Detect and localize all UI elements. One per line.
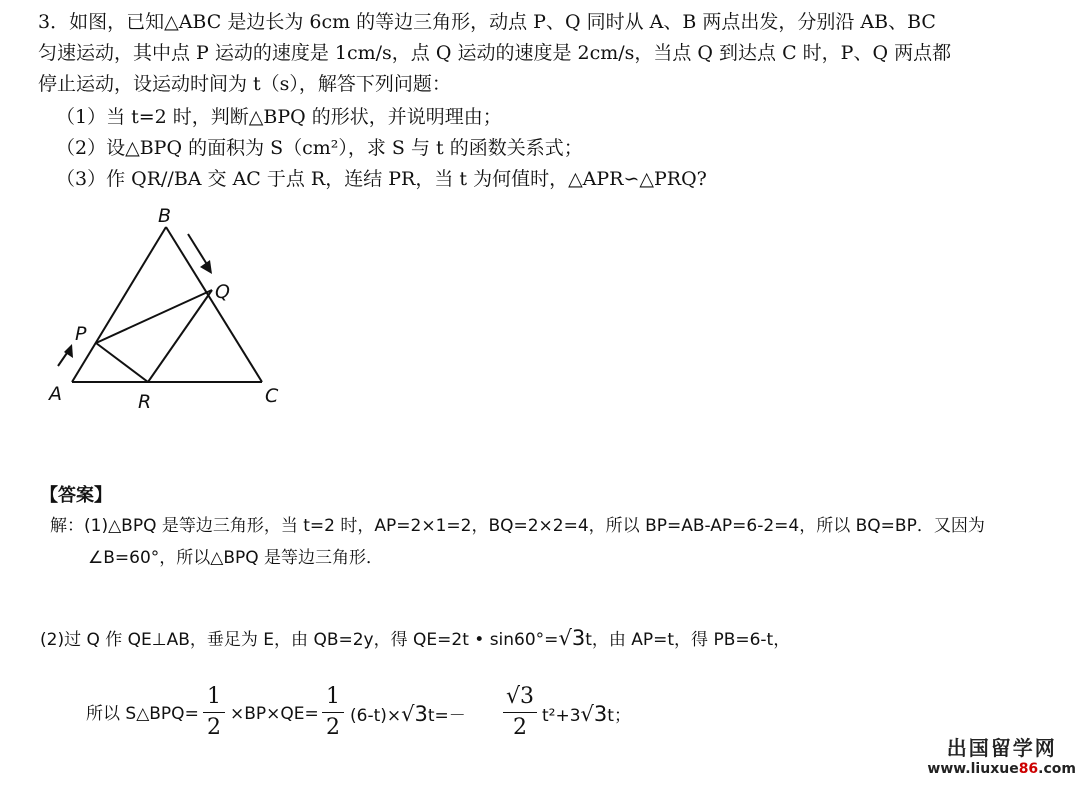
watermark-url-suffix: .com: [1038, 761, 1076, 777]
fraction-half-1: [203, 684, 225, 741]
answer-part2: [40, 626, 790, 652]
answer-part2-a: (2)过 Q 作 QE⊥AB，垂足为 E，由 QB=2y，得 QE=2t • sin60°=: [40, 630, 559, 650]
answer-part1-line1: 解：(1)△BPQ 是等边三角形，当 t=2 时，AP=2×1=2，BQ=2×2=4，所以 BP=AB-AP=6-2=4，所以 BQ=BP．又因为: [50, 516, 985, 536]
fraction-bar: [503, 712, 537, 713]
watermark-url: [927, 761, 1076, 777]
sqrt3-symbol: √3: [580, 702, 608, 726]
arrow-bq-shaft: [188, 234, 208, 266]
label-q: Q: [215, 281, 230, 303]
fraction-numerator: 1: [326, 684, 340, 709]
answer-header: 【答案】: [40, 485, 112, 506]
fraction-sqrt3-half: [503, 684, 537, 741]
sqrt3-symbol: √3: [558, 626, 586, 650]
triangle-figure: [40, 200, 300, 420]
formula-part-e: t²+3: [542, 706, 581, 726]
fraction-bar: [203, 712, 225, 713]
watermark-url-prefix: www.liuxue: [927, 761, 1019, 777]
fraction-bar: [322, 712, 344, 713]
formula-part-d: t=－: [427, 706, 466, 726]
question-line-3: 停止运动，设运动时间为 t（s），解答下列问题：: [38, 73, 451, 95]
question-sub-1: （1）当 t=2 时，判断△BPQ 的形状，并说明理由；: [56, 106, 502, 128]
formula-tail: [542, 702, 631, 728]
fraction-denominator: 2: [207, 715, 221, 740]
question-line-1: 3．如图，已知△ABC 是边长为 6cm 的等边三角形，动点 P、Q 同时从 A、B 两点出发，分别沿 AB、BC: [38, 11, 936, 33]
sqrt3-symbol: √3: [401, 702, 428, 726]
fraction-denominator: 2: [326, 715, 340, 740]
fraction-numerator: 1: [207, 684, 221, 709]
fraction-numerator: √3: [505, 684, 534, 709]
label-p: P: [75, 323, 87, 345]
side-ab: [72, 227, 166, 382]
formula-part-f: t；: [607, 706, 631, 726]
question-line-2: 匀速运动，其中点 P 运动的速度是 1cm/s，点 Q 运动的速度是 2cm/s，当点 Q 到达点 C 时，P、Q 两点都: [38, 42, 952, 64]
watermark-title: 出国留学网: [946, 736, 1057, 760]
fraction-half-2: [322, 684, 344, 741]
formula-bp-qe: ×BP×QE=: [230, 704, 319, 724]
segment-pr: [96, 343, 148, 382]
answer-part2-c: t，由 AP=t，得 PB=6-t，: [585, 630, 791, 650]
label-a: A: [49, 383, 62, 405]
watermark-url-red: 86: [1018, 761, 1039, 777]
question-sub-3: （3）作 QR//BA 交 AC 于点 R，连结 PR，当 t 为何值时，△APR∽△PRQ?: [56, 168, 707, 190]
watermark-logo: [927, 732, 1076, 777]
label-b: B: [158, 205, 172, 227]
formula-six-minus-t: [350, 702, 466, 728]
label-r: R: [138, 391, 152, 413]
question-sub-2: （2）设△BPQ 的面积为 S（cm²），求 S 与 t 的函数关系式；: [56, 137, 583, 159]
label-c: C: [265, 385, 279, 407]
formula-part-c: (6-t)×: [350, 706, 402, 726]
formula-prefix: 所以 S△BPQ=: [86, 704, 199, 724]
fraction-denominator: 2: [513, 715, 527, 740]
answer-part1-line2: ∠B=60°，所以△BPQ 是等边三角形．: [88, 548, 384, 568]
